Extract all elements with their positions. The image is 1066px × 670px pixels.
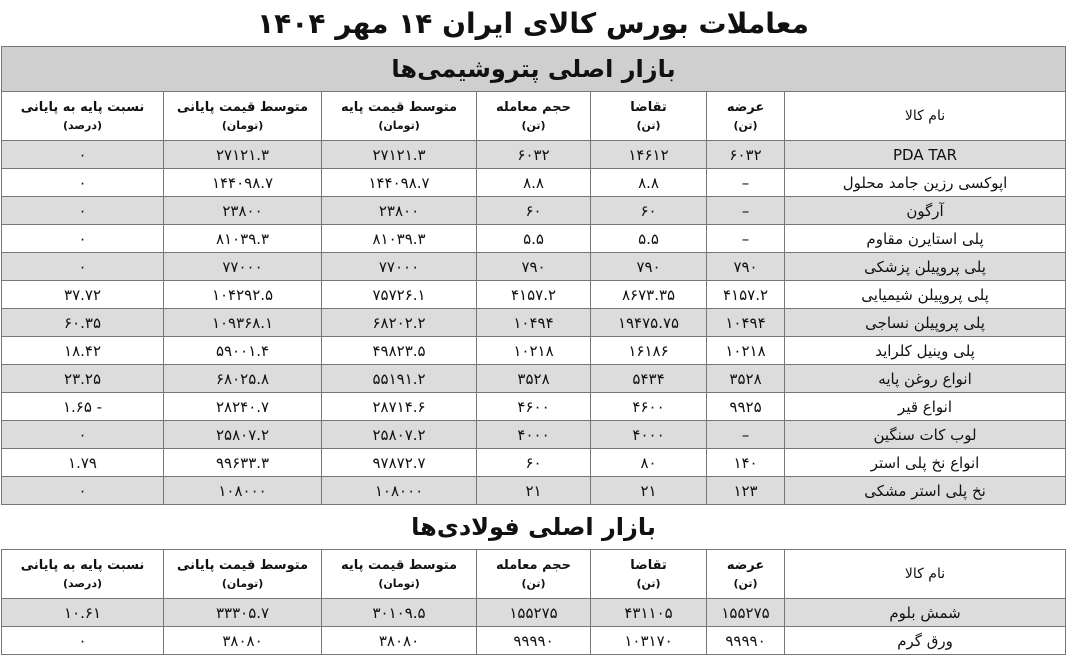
cell-volume: ۴۶۰۰	[477, 393, 591, 421]
column-header-volume	[477, 550, 591, 599]
column-header-base-price-unit: (تومان)	[378, 577, 420, 590]
cell-final-price: ۲۷۱۲۱.۳	[164, 141, 322, 169]
cell-ratio: ۰	[2, 253, 164, 281]
cell-final-price: ۹۹۶۳۳.۳	[164, 449, 322, 477]
cell-base-price: ۷۵۷۲۶.۱	[322, 281, 477, 309]
column-header-base-price	[322, 92, 477, 141]
column-header-final-price	[164, 92, 322, 141]
cell-supply: –	[707, 225, 785, 253]
column-header-final-price-label: متوسط قیمت پایانی	[176, 558, 309, 573]
cell-demand: ۲۱	[591, 477, 707, 505]
cell-supply: ۱۲۳	[707, 477, 785, 505]
column-header-row	[2, 550, 1066, 599]
column-header-supply	[707, 92, 785, 141]
cell-demand: ۴۳۱۱۰۵	[591, 599, 707, 627]
table-row	[2, 169, 1066, 197]
cell-demand: ۴۶۰۰	[591, 393, 707, 421]
column-header-row	[2, 92, 1066, 141]
cell-volume: ۱۰۲۱۸	[477, 337, 591, 365]
cell-ratio: ۰	[2, 225, 164, 253]
column-header-demand-unit: (تن)	[636, 577, 661, 590]
column-header-supply	[707, 550, 785, 599]
cell-name: ورق گرم	[785, 627, 1066, 655]
cell-volume: ۲۱	[477, 477, 591, 505]
cell-name: پلی پروپیلن پزشکی	[785, 253, 1066, 281]
cell-demand: ۵.۵	[591, 225, 707, 253]
cell-base-price: ۹۷۸۷۲.۷	[322, 449, 477, 477]
column-header-ratio-label: نسبت پایه به پایانی	[20, 558, 145, 573]
cell-base-price: ۳۰۱۰۹.۵	[322, 599, 477, 627]
column-header-supply-unit: (تن)	[733, 119, 758, 132]
cell-ratio: ۶۰.۳۵	[2, 309, 164, 337]
cell-final-price: ۶۸۰۲۵.۸	[164, 365, 322, 393]
cell-supply: ۱۴۰	[707, 449, 785, 477]
column-header-ratio-label: نسبت پایه به پایانی	[20, 100, 145, 115]
column-header-demand	[591, 550, 707, 599]
cell-demand: ۸.۸	[591, 169, 707, 197]
cell-ratio: ۱۰.۶۱	[2, 599, 164, 627]
cell-supply: ۴۱۵۷.۲	[707, 281, 785, 309]
column-header-name: نام کالا	[785, 92, 1066, 141]
column-header-ratio	[2, 550, 164, 599]
cell-name: انواع نخ پلی استر	[785, 449, 1066, 477]
cell-name: شمش بلوم	[785, 599, 1066, 627]
cell-volume: ۶۰	[477, 449, 591, 477]
cell-name: انواع روغن پایه	[785, 365, 1066, 393]
cell-demand: ۸۶۷۳.۳۵	[591, 281, 707, 309]
cell-ratio: ۱۸.۴۲	[2, 337, 164, 365]
cell-name: پلی پروپیلن شیمیایی	[785, 281, 1066, 309]
cell-base-price: ۲۸۷۱۴.۶	[322, 393, 477, 421]
column-header-volume	[477, 92, 591, 141]
column-header-ratio-unit: (درصد)	[63, 577, 103, 590]
cell-ratio: ۳۷.۷۲	[2, 281, 164, 309]
cell-supply: –	[707, 169, 785, 197]
trades-table-body	[2, 47, 1066, 655]
cell-name: PDA TAR	[785, 141, 1066, 169]
cell-supply: ۱۵۵۲۷۵	[707, 599, 785, 627]
column-header-demand-label: تقاضا	[630, 100, 667, 115]
cell-final-price: ۸۱۰۳۹.۳	[164, 225, 322, 253]
cell-supply: ۱۰۴۹۴	[707, 309, 785, 337]
cell-ratio: ۰	[2, 477, 164, 505]
cell-volume: ۷۹۰	[477, 253, 591, 281]
cell-name: پلی وینیل کلراید	[785, 337, 1066, 365]
column-header-ratio-unit: (درصد)	[63, 119, 103, 132]
column-header-demand-unit: (تن)	[636, 119, 661, 132]
cell-demand: ۱۹۴۷۵.۷۵	[591, 309, 707, 337]
column-header-base-price	[322, 550, 477, 599]
column-header-volume-unit: (تن)	[521, 119, 546, 132]
cell-name: نخ پلی استر مشکی	[785, 477, 1066, 505]
column-header-final-price-unit: (تومان)	[221, 577, 264, 590]
cell-supply: ۶۰۳۲	[707, 141, 785, 169]
cell-base-price: ۴۹۸۲۳.۵	[322, 337, 477, 365]
cell-supply: ۹۹۲۵	[707, 393, 785, 421]
table-row	[2, 599, 1066, 627]
cell-base-price: ۶۸۲۰۲.۲	[322, 309, 477, 337]
cell-ratio: ۰	[2, 141, 164, 169]
cell-base-price: ۱۰۸۰۰۰	[322, 477, 477, 505]
table-row	[2, 477, 1066, 505]
cell-supply: ۷۹۰	[707, 253, 785, 281]
cell-base-price: ۳۸۰۸۰	[322, 627, 477, 655]
table-row	[2, 197, 1066, 225]
table-row	[2, 253, 1066, 281]
cell-volume: ۵.۵	[477, 225, 591, 253]
table-row	[2, 393, 1066, 421]
column-header-volume-label: حجم معامله	[496, 100, 572, 115]
cell-base-price: ۲۳۸۰۰	[322, 197, 477, 225]
cell-volume: ۴۱۵۷.۲	[477, 281, 591, 309]
table-row	[2, 449, 1066, 477]
cell-volume: ۱۵۵۲۷۵	[477, 599, 591, 627]
table-row	[2, 281, 1066, 309]
column-header-ratio	[2, 92, 164, 141]
column-header-supply-label: عرضه	[726, 558, 765, 573]
column-header-supply-label: عرضه	[726, 100, 765, 115]
cell-final-price: ۱۰۸۰۰۰	[164, 477, 322, 505]
column-header-volume-label: حجم معامله	[496, 558, 572, 573]
cell-demand: ۸۰	[591, 449, 707, 477]
cell-volume: ۶۰۳۲	[477, 141, 591, 169]
cell-supply: –	[707, 197, 785, 225]
cell-demand: ۱۶۱۸۶	[591, 337, 707, 365]
page-title: معاملات بورس کالای ایران ۱۴ مهر ۱۴۰۴	[257, 6, 809, 40]
cell-ratio: ۰	[2, 627, 164, 655]
column-header-volume-unit: (تن)	[521, 577, 546, 590]
cell-volume: ۸.۸	[477, 169, 591, 197]
cell-ratio: ۱.۷۹	[2, 449, 164, 477]
column-header-demand	[591, 92, 707, 141]
table-row	[2, 141, 1066, 169]
table-row	[2, 309, 1066, 337]
cell-final-price: ۱۴۴۰۹۸.۷	[164, 169, 322, 197]
cell-name: پلی پروپیلن نساجی	[785, 309, 1066, 337]
cell-base-price: ۵۵۱۹۱.۲	[322, 365, 477, 393]
cell-demand: ۱۴۶۱۲	[591, 141, 707, 169]
cell-volume: ۶۰	[477, 197, 591, 225]
table-row	[2, 225, 1066, 253]
cell-base-price: ۸۱۰۳۹.۳	[322, 225, 477, 253]
cell-base-price: ۷۷۰۰۰	[322, 253, 477, 281]
cell-supply: –	[707, 421, 785, 449]
cell-volume: ۳۵۲۸	[477, 365, 591, 393]
cell-volume: ۴۰۰۰	[477, 421, 591, 449]
cell-ratio: ۰	[2, 197, 164, 225]
table-row	[2, 365, 1066, 393]
cell-final-price: ۳۸۰۸۰	[164, 627, 322, 655]
section-title: بازار اصلی پتروشیمی‌ها	[2, 47, 1066, 92]
cell-supply: ۳۵۲۸	[707, 365, 785, 393]
section-title: بازار اصلی فولادی‌ها	[2, 505, 1066, 550]
cell-volume: ۹۹۹۹۰	[477, 627, 591, 655]
cell-final-price: ۱۰۹۳۶۸.۱	[164, 309, 322, 337]
cell-name: پلی استایرن مقاوم	[785, 225, 1066, 253]
cell-base-price: ۲۵۸۰۷.۲	[322, 421, 477, 449]
cell-supply: ۱۰۲۱۸	[707, 337, 785, 365]
table-row	[2, 421, 1066, 449]
cell-base-price: ۲۷۱۲۱.۳	[322, 141, 477, 169]
column-header-demand-label: تقاضا	[630, 558, 667, 573]
cell-name: آرگون	[785, 197, 1066, 225]
column-header-supply-unit: (تن)	[733, 577, 758, 590]
cell-demand: ۴۰۰۰	[591, 421, 707, 449]
trades-table	[1, 46, 1066, 655]
cell-final-price: ۲۸۲۴۰.۷	[164, 393, 322, 421]
cell-name: انواع قیر	[785, 393, 1066, 421]
cell-demand: ۶۰	[591, 197, 707, 225]
cell-final-price: ۱۰۴۲۹۲.۵	[164, 281, 322, 309]
cell-final-price: ۵۹۰۰۱.۴	[164, 337, 322, 365]
cell-ratio: ۰	[2, 421, 164, 449]
section-header	[2, 505, 1066, 550]
cell-name: اپوکسی رزین جامد محلول	[785, 169, 1066, 197]
column-header-final-price-unit: (تومان)	[221, 119, 264, 132]
column-header-name: نام کالا	[785, 550, 1066, 599]
cell-demand: ۵۴۳۴	[591, 365, 707, 393]
column-header-final-price-label: متوسط قیمت پایانی	[176, 100, 309, 115]
cell-ratio: - ۱.۶۵	[2, 393, 164, 421]
cell-name: لوب کات سنگین	[785, 421, 1066, 449]
cell-final-price: ۷۷۰۰۰	[164, 253, 322, 281]
cell-final-price: ۳۳۳۰۵.۷	[164, 599, 322, 627]
cell-demand: ۷۹۰	[591, 253, 707, 281]
column-header-base-price-unit: (تومان)	[378, 119, 420, 132]
cell-volume: ۱۰۴۹۴	[477, 309, 591, 337]
cell-demand: ۱۰۳۱۷۰	[591, 627, 707, 655]
cell-base-price: ۱۴۴۰۹۸.۷	[322, 169, 477, 197]
cell-final-price: ۲۳۸۰۰	[164, 197, 322, 225]
column-header-base-price-label: متوسط قیمت پایه	[340, 558, 458, 573]
table-row	[2, 627, 1066, 655]
column-header-final-price	[164, 550, 322, 599]
cell-supply: ۹۹۹۹۰	[707, 627, 785, 655]
section-header	[2, 47, 1066, 92]
cell-ratio: ۰	[2, 169, 164, 197]
cell-final-price: ۲۵۸۰۷.۲	[164, 421, 322, 449]
table-row	[2, 337, 1066, 365]
cell-ratio: ۲۳.۲۵	[2, 365, 164, 393]
column-header-base-price-label: متوسط قیمت پایه	[340, 100, 458, 115]
